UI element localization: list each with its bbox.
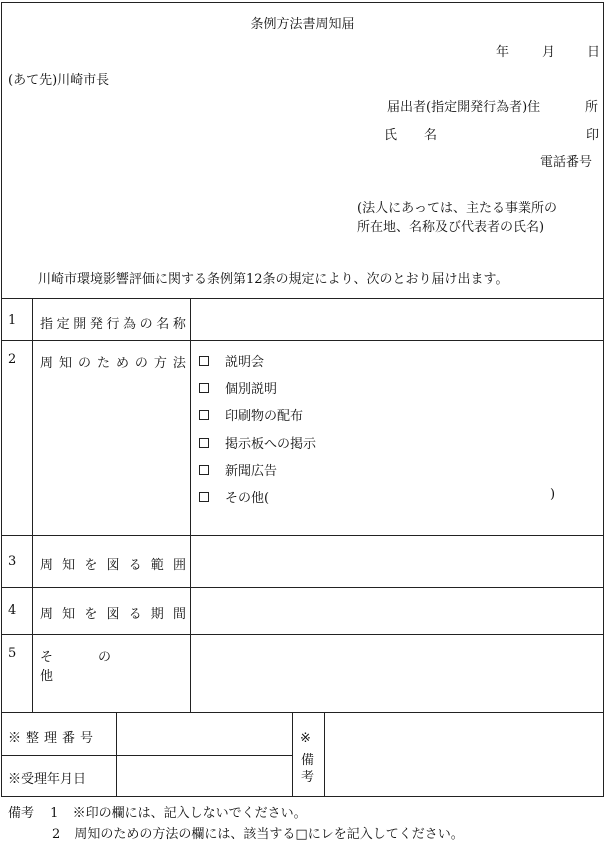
development-name-field[interactable] — [191, 299, 602, 340]
row-4-number: 4 — [8, 603, 17, 618]
method-label: 印刷物の配布 — [225, 409, 304, 424]
checkbox-icon[interactable] — [199, 492, 209, 502]
remarks-field[interactable] — [325, 713, 602, 796]
row-5-label — [40, 646, 186, 684]
checkbox-icon[interactable] — [199, 356, 209, 366]
method-option-newspaper[interactable] — [199, 460, 277, 479]
row-5-label-text: その他 — [40, 650, 157, 684]
method-option-board[interactable] — [199, 433, 316, 452]
notes-heading: 備考 — [8, 806, 35, 821]
note-1-text: ※印の欄には、記入しないでください。 — [72, 806, 307, 821]
note-1 — [8, 802, 307, 821]
remarks-mark: ※ — [300, 731, 311, 746]
form-title: 条例方法書周知届 — [250, 17, 355, 32]
period-field[interactable] — [191, 588, 602, 634]
row-3-number: 3 — [8, 554, 17, 569]
method-label: 新聞広告 — [225, 464, 278, 479]
method-option-individual[interactable] — [199, 378, 277, 397]
remarks-label-1: 備 — [301, 753, 315, 768]
seal-mark: 印 — [586, 128, 600, 143]
note-1-number: 1 — [50, 806, 59, 821]
remarks-label-2: 考 — [301, 770, 315, 785]
other-field[interactable] — [191, 635, 602, 712]
received-date-field[interactable] — [117, 756, 292, 796]
applicant-name-2: 名 — [424, 128, 438, 143]
row-1-label: 指 定 開 発 行 為 の 名 称 — [40, 317, 186, 332]
method-label: 掲示板への掲示 — [225, 437, 317, 452]
note-2 — [52, 823, 464, 842]
checkbox-icon[interactable] — [199, 383, 209, 393]
applicant-name-1: 氏 — [384, 128, 398, 143]
ref-number-label — [8, 727, 112, 746]
note-2-number: 2 — [52, 827, 61, 842]
note-2-text: 周知のための方法の欄には、該当する□にレを記入してください。 — [74, 827, 464, 842]
applicant-address-end: 所 — [585, 100, 599, 115]
date-year: 年 — [496, 45, 510, 60]
received-date-label: ※受理年月日 — [8, 772, 87, 787]
checkbox-icon[interactable] — [199, 438, 209, 448]
phone-label: 電話番号 — [540, 155, 593, 170]
other-close-paren: ) — [550, 487, 556, 502]
checkbox-icon[interactable] — [199, 410, 209, 420]
row-2-label: 周 知 の た め の 方 法 — [40, 356, 186, 371]
range-field[interactable] — [191, 536, 602, 587]
row-2-number: 2 — [8, 352, 17, 367]
checkbox-icon[interactable] — [199, 465, 209, 475]
statement: 川崎市環境影響評価に関する条例第12条の規定により、次のとおり届け出ます。 — [38, 272, 509, 287]
applicant-address-label: 届出者(指定開発行為者)住 — [387, 100, 541, 115]
row-4-label: 周 知 を 図 る 期 間 — [40, 607, 186, 622]
addressee: (あて先)川崎市長 — [8, 73, 110, 88]
row-3-label: 周 知 を 図 る 範 囲 — [40, 558, 186, 573]
method-option-briefing[interactable] — [199, 351, 264, 370]
ref-number-text: ※整理番号 — [8, 731, 99, 746]
row-5-number: 5 — [8, 646, 17, 661]
method-label: 説明会 — [225, 355, 265, 370]
ref-number-field[interactable] — [117, 713, 292, 755]
form-frame — [1, 2, 604, 797]
method-label: 個別説明 — [225, 382, 278, 397]
method-option-print[interactable] — [199, 405, 303, 424]
date-day: 日 — [587, 45, 601, 60]
date-month: 月 — [542, 45, 556, 60]
corp-note-2: 所在地、名称及び代表者の氏名) — [357, 220, 545, 235]
corp-note-1: (法人にあっては、主たる事業所の — [357, 201, 557, 216]
method-option-other[interactable] — [199, 487, 269, 506]
method-label: その他( — [225, 491, 270, 506]
row-1-number: 1 — [8, 313, 17, 328]
